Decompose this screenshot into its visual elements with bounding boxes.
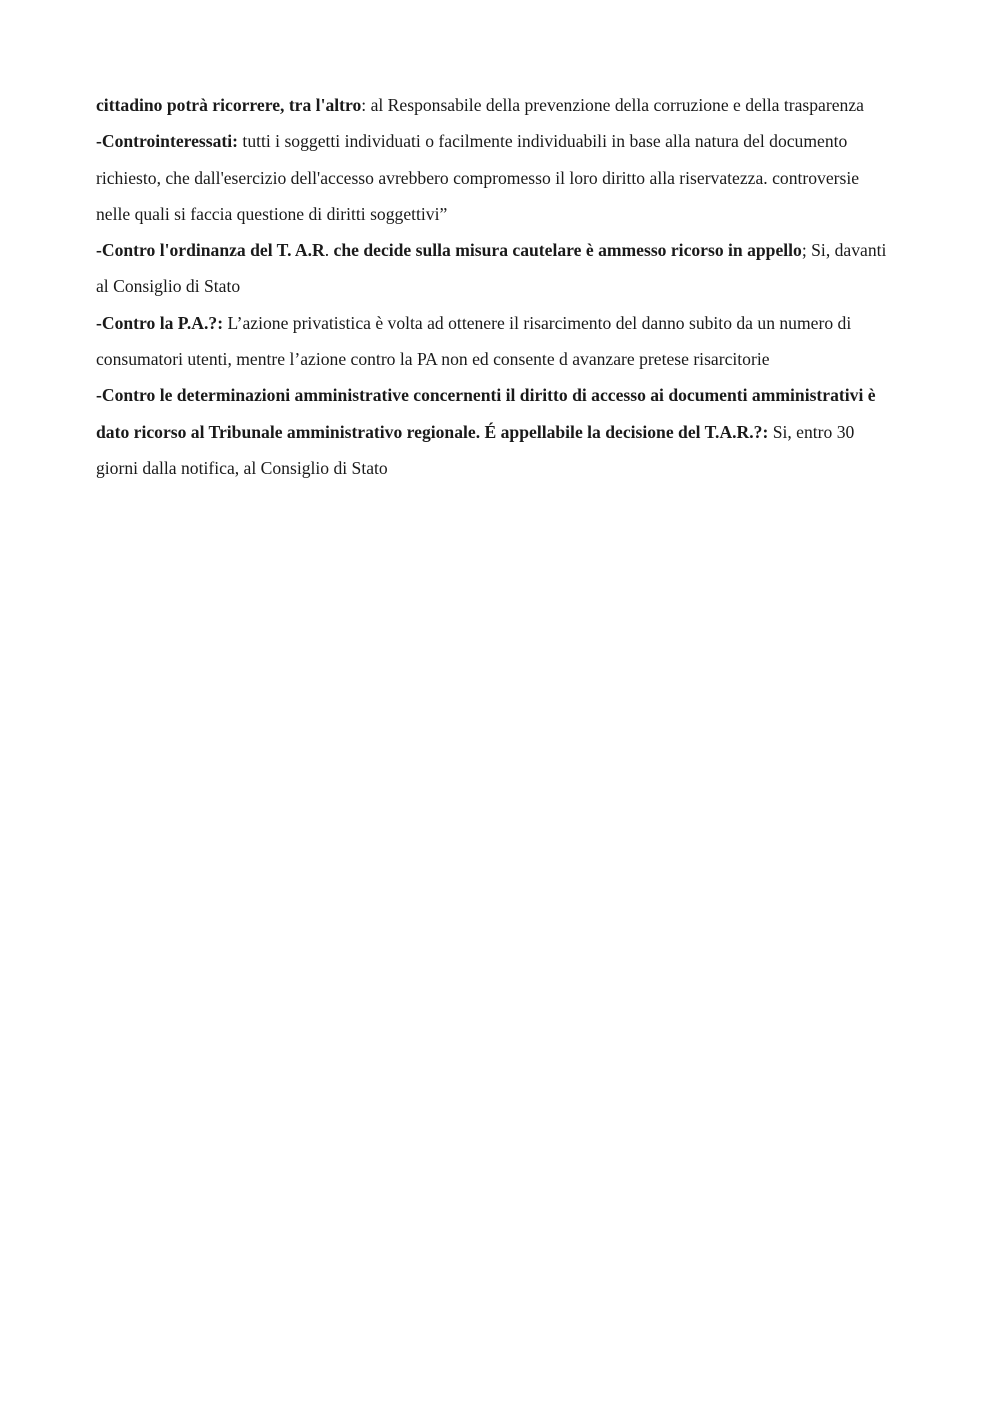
paragraph-text: L’azione privatistica è volta ad ottenere il risarcimento del danno subito da un numero di consumatori utenti, mentre l’azione contro la PA non ed consente d avanzare pretese risarcitorie: [96, 312, 852, 370]
paragraph-controinteressati: [96, 123, 896, 232]
paragraph-contro-pa: [96, 305, 896, 378]
paragraph-cittadino: [96, 87, 896, 123]
paragraph-heading: -Controinteressati:: [96, 131, 239, 152]
paragraph-text: ; Si, davanti al Consiglio di Stato: [96, 240, 887, 297]
paragraph-ordinanza-tar: [96, 232, 896, 305]
paragraph-heading: cittadino potrà ricorrere, tra l'altro: [96, 95, 362, 115]
paragraph-heading: -Contro l'ordinanza del T. A.R: [96, 240, 325, 261]
paragraph-heading: -Contro la P.A.?:: [96, 312, 224, 333]
paragraph-text: Si, entro 30 giorni dalla notifica, al Consiglio di Stato: [96, 421, 855, 478]
paragraph-heading-continued: che decide sulla misura cautelare è ammesso ricorso in appello: [329, 240, 802, 261]
paragraph-heading: -Contro le determinazioni amministrative concernenti il diritto di accesso ai documenti amministrativi è dato ricorso al Tribunale amministrativo regionale. É appellabile la decisione del T.A.R.?:: [96, 385, 876, 442]
document-body: [96, 87, 896, 486]
paragraph-text: : al Responsabile della prevenzione della corruzione e della trasparenza: [361, 95, 864, 115]
paragraph-text: tutti i soggetti individuati o facilmente individuabili in base alla natura del documento richiesto, che dall'esercizio dell'accesso avrebbero compromesso il loro diritto alla riservatezza. controversie nelle quali si faccia questione di diritti soggettivi”: [96, 131, 860, 224]
paragraph-determinazioni: [96, 377, 896, 486]
paragraph-punctuation: .: [324, 240, 330, 261]
